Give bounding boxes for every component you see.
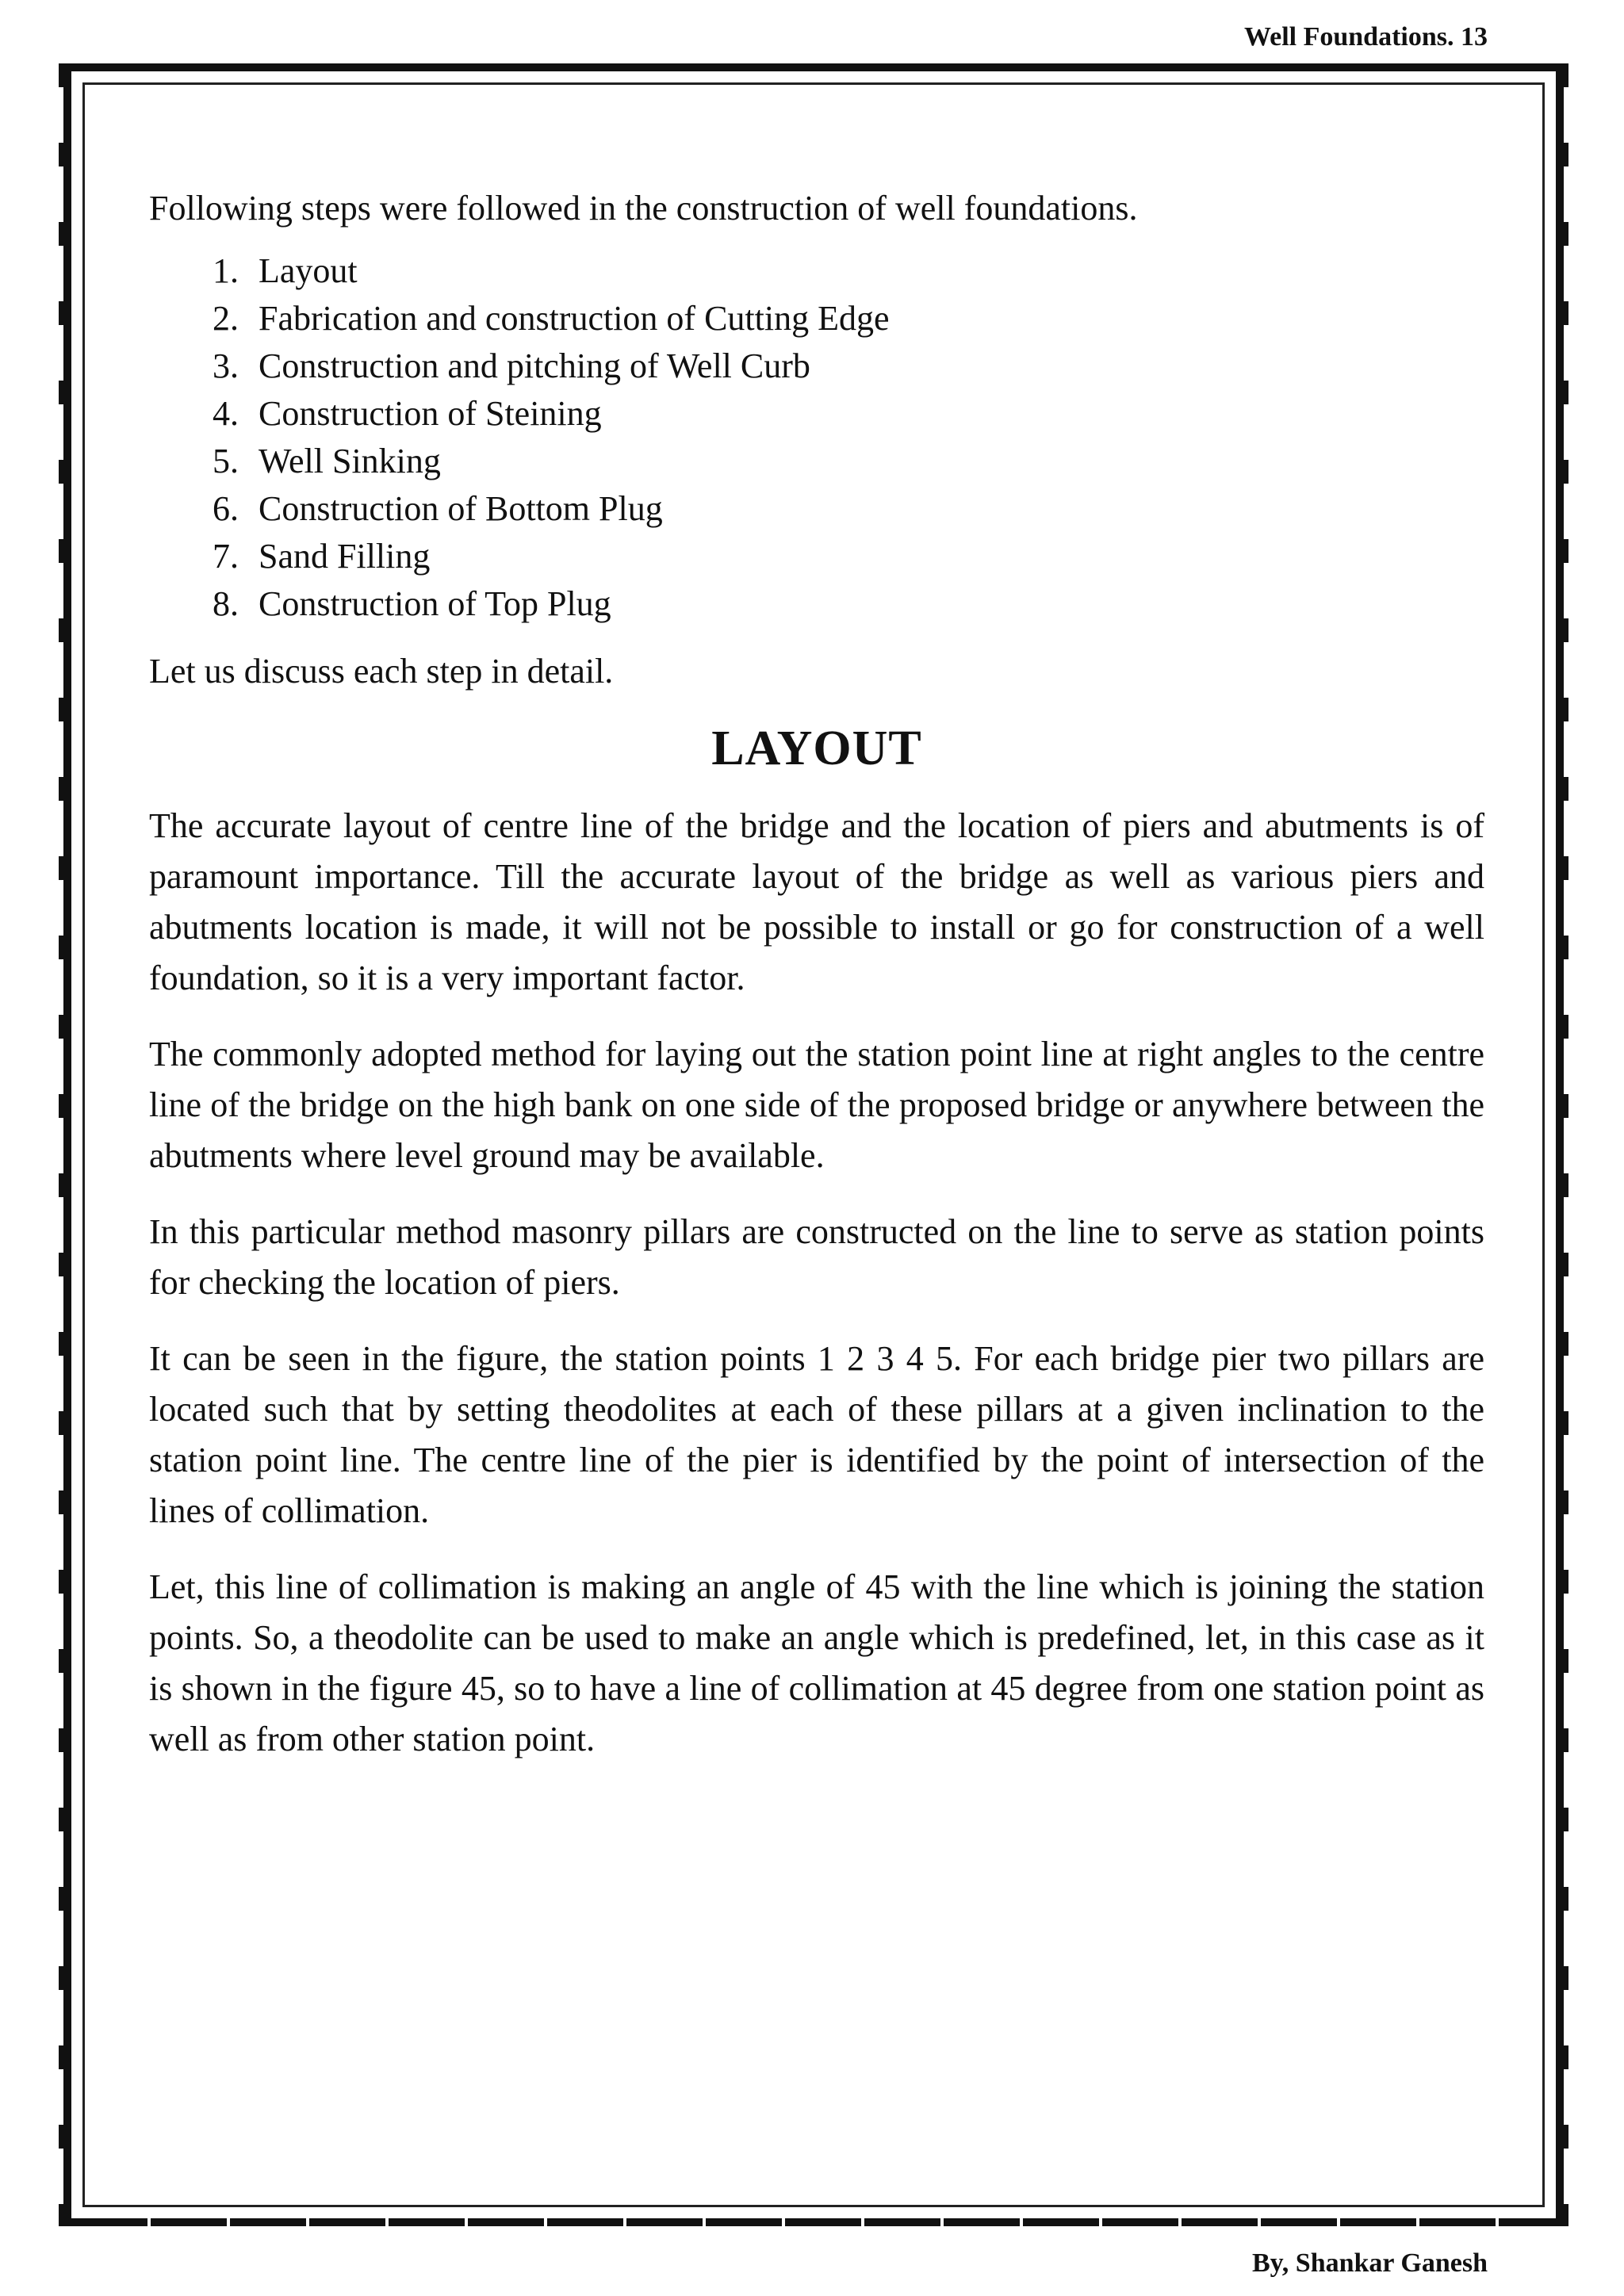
border-ticks-right (1545, 71, 1556, 2218)
step-item: 8. Construction of Top Plug (247, 580, 1484, 628)
border-ticks-bottom (71, 2215, 1556, 2226)
section-heading: LAYOUT (711, 721, 922, 775)
body-paragraph: It can be seen in the figure, the station points 1 2 3 4 5. For each bridge pier two pillars are located such that by setting theodolites at each of these pillars at a given inclination to the station point line. The centre line of the pier is identified by the point of intersection of the lines of collimation. (149, 1339, 1484, 1530)
steps-list (149, 247, 1484, 628)
closing-text: Let us discuss each step in detail. (149, 652, 614, 691)
step-item: 5. Well Sinking (247, 438, 1484, 485)
border-ticks-top (71, 71, 1556, 82)
border-edge-marks-right (1564, 63, 1568, 2226)
step-item: 7. Sand Filling (247, 533, 1484, 580)
step-item: 3. Construction and pitching of Well Curb (247, 342, 1484, 390)
step-item: 6. Construction of Bottom Plug (247, 485, 1484, 533)
border-ticks-left (71, 71, 82, 2218)
body-paragraph: Let, this line of collimation is making an angle of 45 with the line which is joining the station points. So, a theodolite can be used to make an angle which is predefined, let, in this case as it is shown in the figure 45, so to have a line of collimation at 45 degree from one station point as well as from other station point. (149, 1567, 1484, 1758)
body-paragraph: In this particular method masonry pillars are constructed on the line to serve as station points for checking the location of piers. (149, 1212, 1484, 1302)
page-content (149, 184, 1484, 1790)
running-header: Well Foundations. 13 (1243, 22, 1488, 52)
body-paragraph: The commonly adopted method for laying out the station point line at right angles to the centre line of the bridge on the high bank on one side of the proposed bridge or anywhere between the abutments where level ground may be available. (149, 1035, 1484, 1175)
author-footer: By, Shankar Ganesh (1251, 2248, 1488, 2278)
step-item: 4. Construction of Steining (247, 390, 1484, 438)
intro-text: Following steps were followed in the construction of well foundations. (149, 189, 1138, 228)
step-item: 2. Fabrication and construction of Cutting Edge (247, 295, 1484, 342)
step-item: 1. Layout (247, 247, 1484, 295)
body-paragraph: The accurate layout of centre line of the bridge and the location of piers and abutments is of paramount importance. Till the accurate layout of the bridge as well as various piers and abutments location is made, it will not be possible to install or go for construction of a well foundation, so it is a very important factor. (149, 806, 1484, 997)
